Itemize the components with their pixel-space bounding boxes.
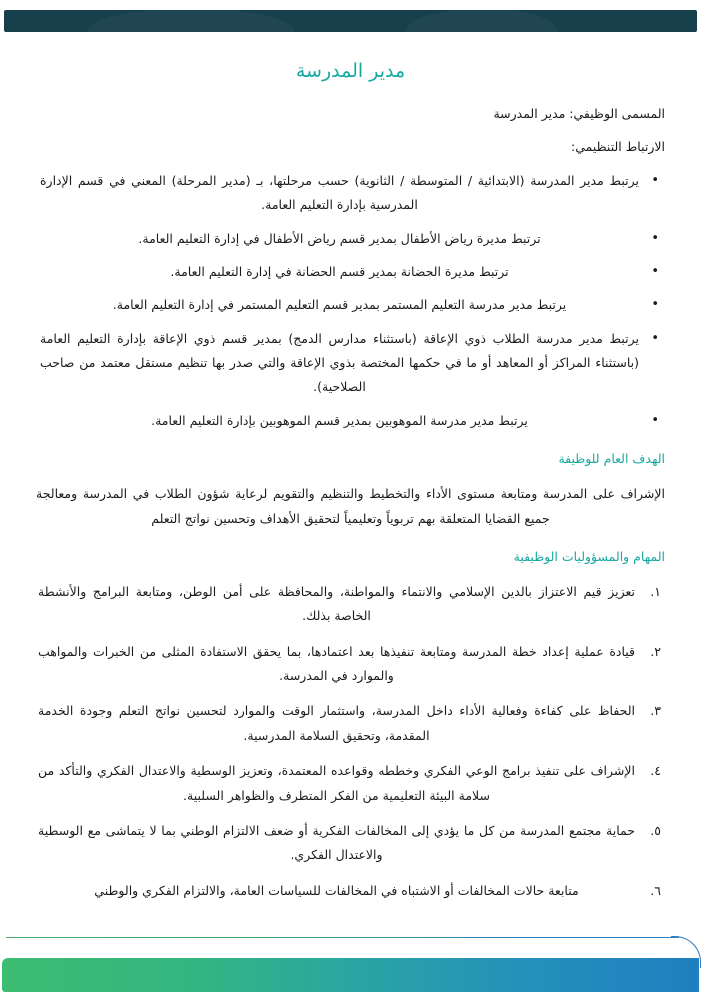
table-row (36, 759, 665, 808)
page-title: مدير المدرسة (295, 60, 406, 82)
list-item: • يرتبط مدير مدرسة التعليم المستمر بمدير قسم التعليم المستمر في إدارة التعليم العامة. (36, 293, 665, 317)
org-link-label: الارتباط التنظيمي: (571, 139, 665, 155)
list-marker: ٣. (650, 703, 661, 719)
list-item-text: تعزيز قيم الاعتزاز بالدين الإسلامي والانتماء والمواطنة، والمحافظة على أمن الوطن، ومتابعة البرامج والأنشطة الخاصة بذلك. (38, 583, 635, 624)
job-title-line: المسمى الوظيفي: مدير المدرسة (493, 106, 665, 121)
list-item: • يرتبط مدير مدرسة الطلاب ذوي الإعاقة (باستثناء مدارس الدمج) بمدير قسم ذوي الإعاقة بإدارة التعليم العامة (باستثناء المراكز أو المعاهد أو ما في حكمها المختصة بذوي الإعاقة والتي صدر بها تنظيم مستقل معتمد من صاحب الصلاحية). (36, 327, 665, 400)
duties-list (36, 580, 665, 903)
header-bar-sheen-secondary (406, 10, 558, 32)
footer-divider-line (6, 937, 679, 939)
footer-gradient-bar (2, 958, 699, 992)
table-row (36, 879, 665, 903)
list-item: • ترتبط مديرة رياض الأطفال بمدير قسم رياض الأطفال في إدارة التعليم العامة. (36, 227, 665, 251)
document-content (0, 44, 701, 914)
list-item-text: حماية مجتمع المدرسة من كل ما يؤدي إلى المخالفات الفكرية أو ضعف الالتزام الوطني بما لا يتماشى مع الوسطية والاعتدال الفكري. (38, 822, 635, 863)
header-bar-sheen (87, 10, 295, 32)
table-row (36, 819, 665, 868)
list-marker: ٢. (650, 643, 661, 659)
section-heading-general-objective: الهدف العام للوظيفة (558, 451, 665, 467)
header-bar (4, 10, 697, 32)
list-marker: ١. (650, 583, 661, 599)
list-item-text: الإشراف على تنفيذ برامج الوعي الفكري وخططه وقواعده المعتمدة، وتعزيز الوسطية والاعتدال الفكري والتأكد من سلامة البيئة التعليمية من الفكر المتطرف والظواهر السلبية. (38, 763, 635, 803)
table-row (36, 640, 665, 689)
table-row (36, 699, 665, 748)
list-marker: ٥. (650, 822, 661, 838)
list-marker: ٤. (650, 763, 661, 779)
list-item: • يرتبط مدير مدرسة الموهوبين بمدير قسم الموهوبين بإدارة التعليم العامة. (36, 409, 665, 433)
list-item-text: قيادة عملية إعداد خطة المدرسة ومتابعة تنفيذها بعد اعتمادها، بما يحقق الاستفادة المثلى من الخبرات والمواهب والموارد في المدرسة. (38, 643, 635, 683)
section-heading-duties: المهام والمسؤوليات الوظيفية (513, 548, 665, 564)
table-row (36, 580, 665, 629)
org-links-list (36, 169, 665, 433)
list-item: • ترتبط مديرة الحضانة بمدير قسم الحضانة في إدارة التعليم العامة. (36, 260, 665, 284)
list-item-text: متابعة حالات المخالفات أو الاشتباه في المخالفات للسياسات العامة، والالتزام الفكري والوطني (94, 882, 579, 898)
list-item: • يرتبط مدير المدرسة (الابتدائية / المتوسطة / الثانوية) حسب مرحلتها، بـ (مدير المرحلة) المعني في قسم الإدارة المدرسية بإدارة التعليم العامة. (36, 169, 665, 218)
list-marker: ٦. (650, 882, 661, 898)
list-item-text: الحفاظ على كفاءة وفعالية الأداء داخل المدرسة، واستثمار الوقت والموارد لتحسين نواتج التعلم وجودة الخدمة المقدمة، وتحقيق السلامة المدرسية. (38, 703, 635, 743)
general-objective-text: الإشراف على المدرسة ومتابعة مستوى الأداء والتخطيط والتنظيم والتقويم لرعاية شؤون الطلاب في المدرسة ومعالجة جميع القضايا المتعلقة بهم تربوياً وتعليمياً لتحقيق الأهداف وتحسين نواتج التعلم (36, 486, 665, 526)
